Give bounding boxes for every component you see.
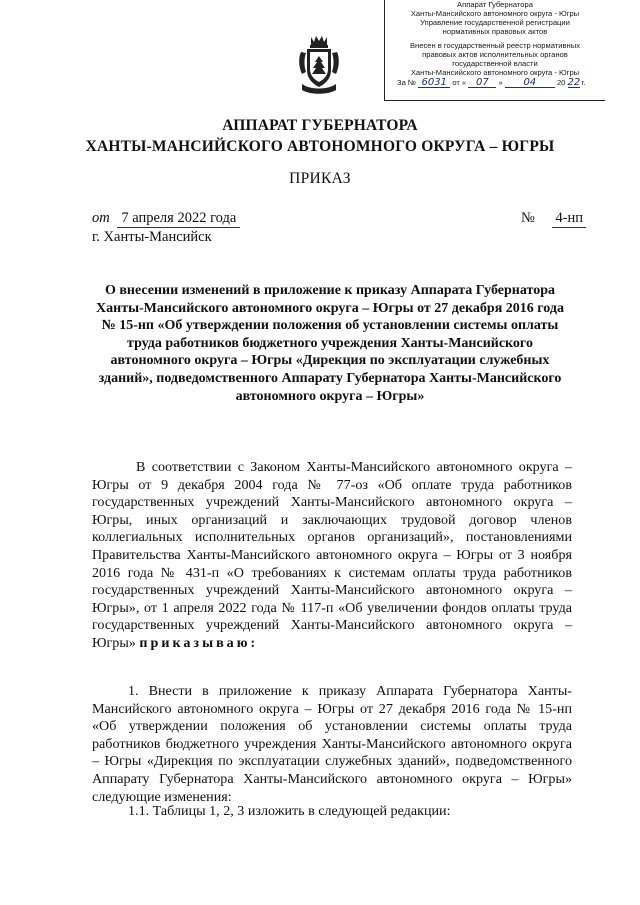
number-value: 4-нп — [552, 210, 586, 228]
stamp-reg-month: 04 — [505, 78, 555, 88]
date-prefix: от — [92, 210, 110, 226]
preamble-text: В соответствии с Законом Ханты-Мансийского автономного округа – Югры от 9 декабря 2004 года № 77-оз «Об оплате труда работников государственных учреждений Ханты-Мансийского автономного округа – Югры, иных организаций и заключающих трудовой договор членов коллегиальных исполнительных органов организаций», постановлениями Правительства Ханты-Мансийского автономного округа – Югры от 3 ноября 2016 года № 431-п «О требованиях к системам оплаты труда работников государственных учреждений Ханты-Мансийского автономного округа – Югры», от 1 апреля 2022 года № 117-п «Об увеличении фондов оплаты труда государственных учреждений Ханты-Мансийского автономного округа – Югры» — [92, 459, 572, 651]
document-date — [92, 210, 240, 228]
preamble-paragraph — [92, 459, 572, 653]
date-value: 7 апреля 2022 года — [117, 210, 240, 228]
stamp-reg-mid: » — [498, 78, 503, 87]
stamp-reg-prefix: За № — [397, 78, 417, 87]
stamp-line: правовых актов исполнительных органов — [422, 50, 568, 59]
document-type: ПРИКАЗ — [289, 170, 351, 187]
clause-1-1: 1.1. Таблицы 1, 2, 3 изложить в следующей редакции: — [128, 803, 451, 819]
order-word: приказываю: — [139, 634, 259, 651]
organization-name: АППАРАТ ГУБЕРНАТОРА — [222, 117, 418, 134]
document-city: г. Ханты-Мансийск — [92, 229, 212, 245]
stamp-line: Внесен в государственный реестр нормативных — [409, 41, 581, 50]
stamp-line: Управление государственной регистрации — [420, 18, 570, 27]
stamp-reg-suffix: г. — [581, 78, 586, 87]
coat-of-arms-icon — [296, 34, 342, 96]
stamp-reg-year-prefix: 20 — [556, 78, 566, 87]
document-subject: О внесении изменений в приложение к приказу Аппарата Губернатора Ханты-Мансийского автономного округа – Югры от 27 декабря 2016 года № 15-нп «Об утверждении положения об установлении системы оплаты труда работников бюджетного учреждения Ханты-Мансийского автономного округа – Югры «Дирекция по эксплуатации служебных зданий», подведомственного Аппарату Губернатора Ханты-Мансийского автономного округа – Югры» — [96, 283, 564, 404]
document-number — [521, 210, 586, 228]
number-prefix: № — [521, 210, 535, 226]
stamp-reg-year: 22 — [567, 77, 581, 88]
stamp-reg-from: от « — [452, 78, 467, 87]
stamp-line: Ханты-Мансийского автономного округа - Югры — [410, 9, 580, 18]
stamp-line: Ханты-Мансийского автономного округа - Югры — [410, 68, 580, 77]
stamp-line: государственной власти — [452, 59, 538, 68]
stamp-line: Аппарат Губернатора — [457, 0, 533, 9]
stamp-registration-row — [385, 78, 605, 88]
stamp-reg-day: 07 — [468, 78, 496, 88]
stamp-reg-number: 6031 — [418, 78, 450, 88]
clause-1: 1. Внести в приложение к приказу Аппарата Губернатора Ханты-Мансийского автономного округа – Югры от 27 декабря 2016 года № 15-нп «Об утверждении положения об установлении системы оплаты труда работников бюджетного учреждения Ханты-Мансийского автономного округа – Югры «Дирекция по эксплуатации служебных зданий», подведомственного Аппарату Губернатора Ханты-Мансийского автономного округа – Югры» следующие изменения: — [92, 683, 572, 805]
organization-region: ХАНТЫ-МАНСИЙСКОГО АВТОНОМНОГО ОКРУГА – ЮГРЫ — [85, 138, 555, 155]
registration-stamp — [384, 0, 605, 101]
stamp-line: нормативных правовых актов — [442, 27, 548, 36]
